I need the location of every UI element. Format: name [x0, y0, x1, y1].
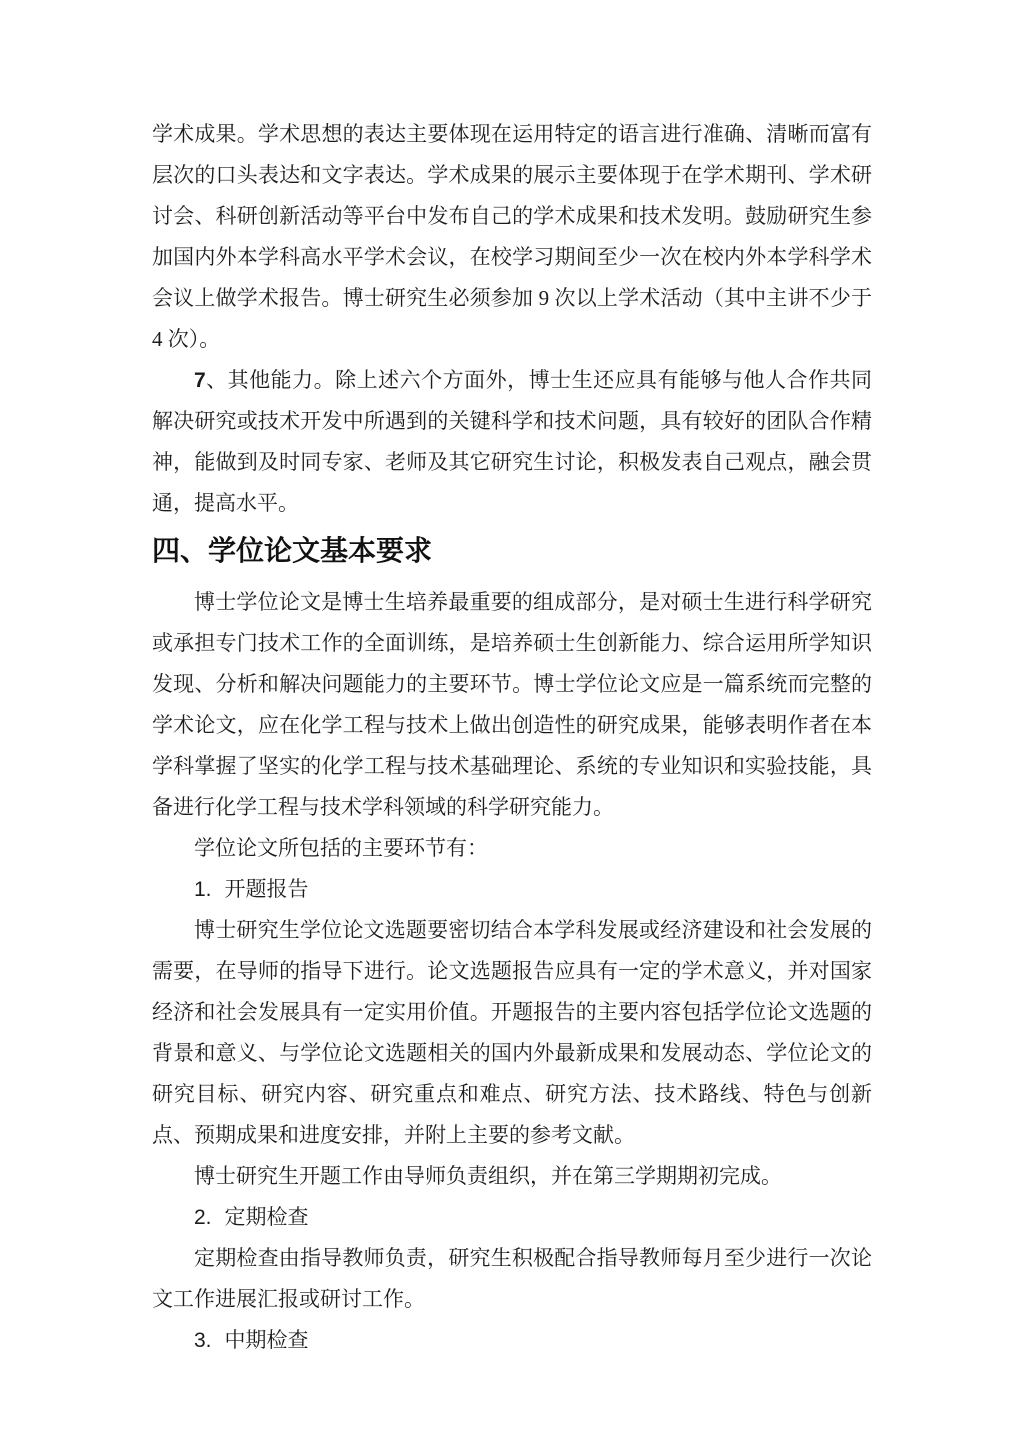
para-components-intro: 学位论文所包括的主要环节有： — [194, 836, 488, 860]
para-other-ability — [152, 360, 872, 524]
list-item-periodic-check-label: 定期检查 — [224, 1205, 309, 1229]
list-item-opening-report-label: 开题报告 — [224, 877, 309, 901]
para-periodic-check-detail: 定期检查由指导教师负责，研究生积极配合指导教师每月至少进行一次论文工作进展汇报或研讨工作。 — [152, 1246, 872, 1311]
para-topic-selection: 博士研究生学位论文选题要密切结合本学科发展或经济建设和社会发展的需要，在导师的指导下进行。论文选题报告应具有一定的学术意义，并对国家经济和社会发展具有一定实用价值。开题报告的主要内容包括学位论文选题的背景和意义、与学位论文选题相关的国内外最新成果和发展动态、学位论文的研究目标、研究内容、研究重点和难点、研究方法、技术路线、特色与创新点、预期成果和进度安排，并附上主要的参考文献。 — [152, 918, 872, 1147]
list-item-periodic-check-number: 2. — [194, 1206, 212, 1229]
list-item-midterm-check-number: 3. — [194, 1329, 212, 1352]
para-thesis-overview: 博士学位论文是博士生培养最重要的组成部分，是对硕士生进行科学研究或承担专门技术工作的全面训练，是培养硕士生创新能力、综合运用所学知识发现、分析和解决问题能力的主要环节。博士学位论文应是一篇系统而完整的学术论文，应在化学工程与技术上做出创造性的研究成果，能够表明作者在本学科掌握了坚实的化学工程与技术基础理论、系统的专业知识和实验技能，具备进行化学工程与技术学科领域的科学研究能力。 — [152, 590, 872, 819]
list-item-opening-report — [152, 869, 872, 910]
para-other-ability-text: 、其他能力。除上述六个方面外，博士生还应具有能够与他人合作共同解决研究或技术开发中所遇到的关键科学和技术问题，具有较好的团队合作精神，能做到及时同专家、老师及其它研究生讨论，积极发表自己观点，融会贯通，提高水平。 — [152, 368, 872, 515]
para-other-ability-number: 7 — [194, 369, 206, 392]
list-item-periodic-check — [152, 1197, 872, 1238]
para-opening-completion: 博士研究生开题工作由导师负责组织，并在第三学期期初完成。 — [194, 1164, 782, 1188]
section-heading-thesis-requirements: 四、学位论文基本要求 — [152, 535, 433, 566]
list-item-midterm-check-label: 中期检查 — [224, 1328, 309, 1352]
para-continuation-academic-achievements: 学术成果。学术思想的表达主要体现在运用特定的语言进行准确、清晰而富有层次的口头表达和文字表达。学术成果的展示主要体现于在学术期刊、学术研讨会、科研创新活动等平台中发布自己的学术成果和技术发明。鼓励研究生参加国内外本学科高水平学术会议，在校学习期间至少一次在校内外本学科学术会议上做学术报告。博士研究生必须参加 9 次以上学术活动（其中主讲不少于 4 次）。 — [152, 122, 872, 351]
list-item-midterm-check — [152, 1320, 872, 1361]
list-item-opening-report-number: 1. — [194, 878, 212, 901]
